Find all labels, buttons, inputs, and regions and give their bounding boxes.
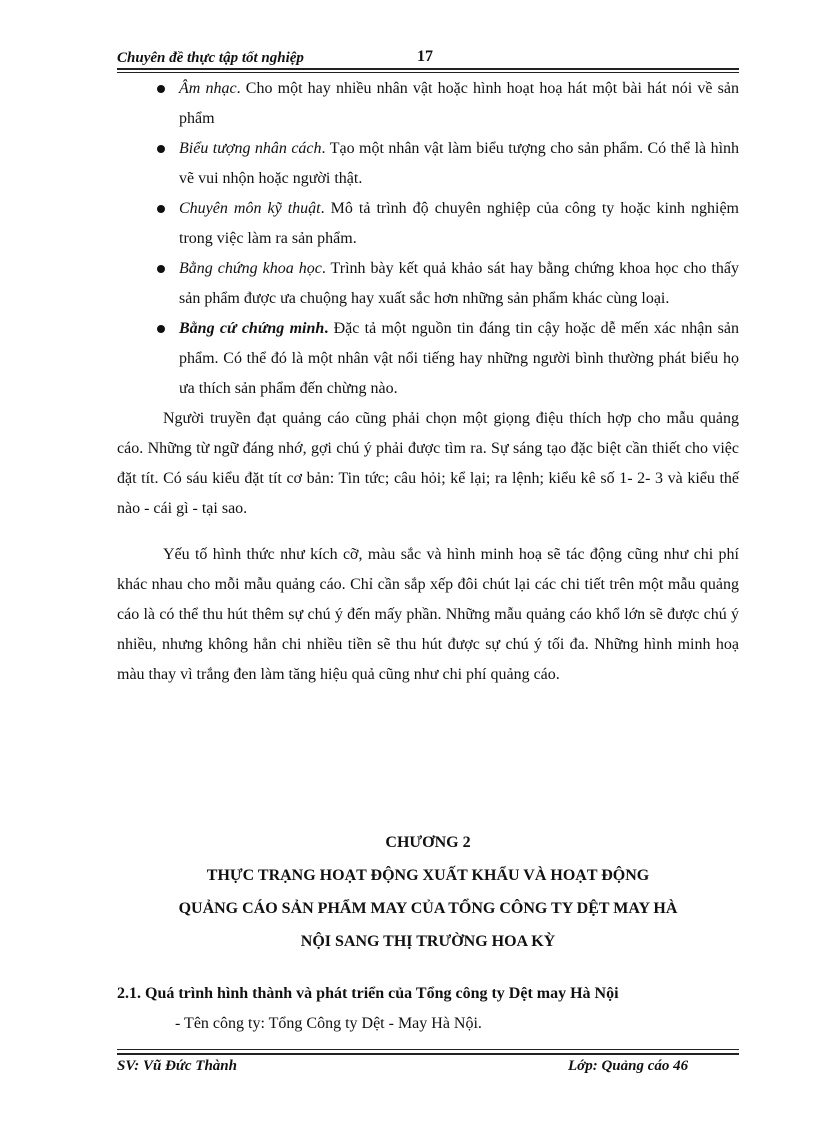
bullet-separator: . bbox=[236, 80, 246, 97]
bullet-icon bbox=[157, 145, 165, 153]
chapter-heading bbox=[117, 826, 739, 958]
header-title: Chuyên đề thực tập tốt nghiệp bbox=[117, 50, 304, 66]
header-rule-thin bbox=[117, 72, 739, 73]
footer-student: SV: Vũ Đức Thành bbox=[117, 1058, 237, 1074]
bullet-term: Chuyên môn kỹ thuật bbox=[179, 200, 321, 217]
body-text bbox=[117, 74, 739, 706]
bullet-item bbox=[117, 314, 739, 404]
bullet-separator: . bbox=[320, 200, 331, 217]
bullet-text: Mô tả trình độ chuyên nghiệp của công ty hoặc kinh nghiệm trong việc làm ra sản phẩm. bbox=[179, 200, 739, 247]
chapter-number: CHƯƠNG 2 bbox=[385, 834, 471, 851]
bullet-icon bbox=[157, 325, 165, 333]
bullet-item bbox=[117, 194, 739, 254]
paragraph: Người truyền đạt quảng cáo cũng phải chọn một giọng điệu thích hợp cho mẫu quảng cáo. Những từ ngữ đáng nhớ, gợi chú ý phải được tìm ra. Sự sáng tạo đặc biệt cần thiết cho việc đặt tít. Có sáu kiểu đặt tít cơ bản: Tin tức; câu hỏi; kể lại; ra lệnh; kiểu kê số 1- 2- 3 và kiểu thế nào - cái gì - tại sao. bbox=[117, 410, 739, 517]
page-header bbox=[117, 48, 739, 70]
bullet-term: Âm nhạc bbox=[179, 80, 237, 97]
bullet-item bbox=[117, 134, 739, 194]
chapter-title-line: THỰC TRẠNG HOẠT ĐỘNG XUẤT KHẨU VÀ HOẠT ĐỘNG bbox=[206, 867, 650, 884]
bullet-text: Cho một hay nhiều nhân vật hoặc hình hoạt hoạ hát một bài hát nói về sản phẩm bbox=[179, 80, 740, 127]
bullet-term: Bằng cứ chứng minh bbox=[179, 320, 325, 337]
bullet-separator: . bbox=[324, 320, 334, 337]
bullet-text: Trình bày kết quả khảo sát hay bằng chứng khoa học cho thấy sản phẩm được ưa chuộng hay xuất sắc hơn những sản phẩm khác cùng loại. bbox=[179, 260, 739, 307]
company-name-line: - Tên công ty: Tổng Công ty Dệt - May Hà Nội. bbox=[175, 1015, 482, 1032]
bullet-icon bbox=[157, 205, 165, 213]
footer-rule-thin bbox=[117, 1049, 739, 1050]
section-heading: 2.1. Quá trình hình thành và phát triển của Tổng công ty Dệt may Hà Nội bbox=[117, 985, 619, 1002]
bullet-term: Bằng chứng khoa học bbox=[179, 260, 322, 277]
bullet-icon bbox=[157, 85, 165, 93]
header-rule-thick bbox=[117, 68, 739, 70]
bullet-text: Đặc tả một nguồn tin đáng tin cậy hoặc dễ mến xác nhận sản phẩm. Có thể đó là một nhân vật nổi tiếng hay những người bình thường phát biểu họ ưa thích sản phẩm đến chừng nào. bbox=[179, 320, 740, 397]
bullet-text: Tạo một nhân vật làm biểu tượng cho sản phẩm. Có thể là hình vẽ vui nhộn hoặc người thật. bbox=[179, 140, 740, 187]
bullet-separator: . bbox=[321, 140, 330, 157]
bullet-term: Biểu tượng nhân cách bbox=[179, 140, 322, 157]
paragraph: Yếu tố hình thức như kích cỡ, màu sắc và hình minh hoạ sẽ tác động cũng như chi phí khác nhau cho mỗi mẫu quảng cáo. Chỉ cần sắp xếp đôi chút lại các chi tiết trên một mẫu quảng cáo là có thể thu hút thêm sự chú ý đến mấy phần. Những mẫu quảng cáo khổ lớn sẽ được chú ý nhiều, nhưng không hẳn chi nhiều tiền sẽ thu hút được sự chú ý tối đa. Những hình minh hoạ màu thay vì trắng đen làm tăng hiệu quả cũng như chi phí quảng cáo. bbox=[117, 546, 739, 683]
footer-rule-thick bbox=[117, 1053, 739, 1055]
bullet-icon bbox=[157, 265, 165, 273]
bullet-separator: . bbox=[321, 260, 331, 277]
page-number: 17 bbox=[417, 48, 433, 65]
chapter-title-line: NỘI SANG THỊ TRƯỜNG HOA KỲ bbox=[300, 933, 556, 950]
bullet-item bbox=[117, 74, 739, 134]
bullet-item bbox=[117, 254, 739, 314]
chapter-title-line: QUẢNG CÁO SẢN PHẨM MAY CỦA TỔNG CÔNG TY DỆT MAY HÀ bbox=[178, 900, 678, 917]
footer-class: Lớp: Quảng cáo 46 bbox=[568, 1058, 689, 1074]
